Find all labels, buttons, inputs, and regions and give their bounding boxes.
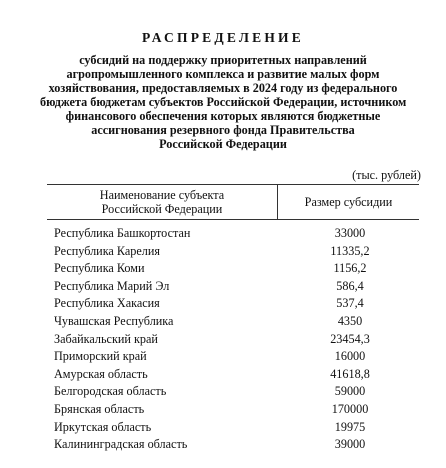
region-name: Республика Коми <box>54 261 145 276</box>
region-name: Амурская область <box>54 366 148 381</box>
table-row <box>0 260 446 278</box>
region-name: Чувашская Республика <box>54 313 174 328</box>
subtitle-line: субсидий на поддержку приоритетных направлений <box>79 53 367 67</box>
region-name: Приморский край <box>54 349 147 364</box>
subsidy-value: 1156,2 <box>333 261 367 276</box>
subtitle-line: агропромышленного комплекса и развитие малых форм <box>66 67 380 81</box>
region-name: Республика Хакасия <box>54 296 160 311</box>
table-row <box>0 401 446 419</box>
document-subtitle <box>40 53 406 151</box>
units-label: (тыс. рублей) <box>352 168 421 182</box>
table-row <box>0 225 446 243</box>
region-name: Республика Карелия <box>54 243 160 258</box>
region-name: Иркутская область <box>54 419 152 434</box>
subsidy-value: 11335,2 <box>330 243 370 258</box>
subsidy-value: 19975 <box>334 419 366 434</box>
region-name: Республика Марий Эл <box>54 278 170 293</box>
table-body <box>0 225 446 454</box>
header-size-cell: Размер субсидии <box>304 194 393 209</box>
subtitle-line: финансового обеспечения которых являются бюджетные <box>65 109 381 123</box>
subsidy-value: 33000 <box>334 226 366 240</box>
table-row <box>0 419 446 437</box>
region-name: Республика Башкортостан <box>54 226 191 240</box>
table-row <box>0 366 446 384</box>
region-name: Калининградская область <box>54 437 188 452</box>
subsidy-value: 170000 <box>331 401 369 416</box>
table-row <box>0 278 446 296</box>
subtitle-line: Российской Федерации <box>159 137 287 151</box>
header-name-cell <box>47 185 278 219</box>
subsidy-value: 23454,3 <box>330 331 370 346</box>
subsidy-value: 39000 <box>334 437 366 452</box>
subsidy-value: 586,4 <box>336 278 364 293</box>
subsidy-value: 537,4 <box>336 296 364 311</box>
subsidy-value: 16000 <box>334 349 366 364</box>
region-name: Забайкальский край <box>54 331 158 346</box>
table-row <box>0 295 446 313</box>
header-name-line: Российской Федерации <box>101 202 223 216</box>
table-row <box>0 436 446 454</box>
region-name: Белгородская область <box>54 384 167 399</box>
table-row <box>0 243 446 261</box>
table-row <box>0 383 446 401</box>
subsidy-value: 4350 <box>337 313 363 328</box>
header-name-line: Наименование субъекта <box>99 188 225 202</box>
subtitle-line: ассигнования резервного фонда Правительства <box>91 123 355 137</box>
table-row <box>0 313 446 331</box>
region-name: Брянская область <box>54 401 145 416</box>
table-header <box>47 184 419 220</box>
subtitle-line: хозяйствования, предоставляемых в 2024 году из федерального <box>48 81 398 95</box>
subsidy-value: 41618,8 <box>330 366 370 381</box>
document-title: РАСПРЕДЕЛЕНИЕ <box>142 30 304 45</box>
table-row <box>0 331 446 349</box>
subtitle-line: бюджета бюджетам субъектов Российской Федерации, источником <box>40 95 407 109</box>
table-row <box>0 348 446 366</box>
subsidy-value: 59000 <box>334 384 366 399</box>
